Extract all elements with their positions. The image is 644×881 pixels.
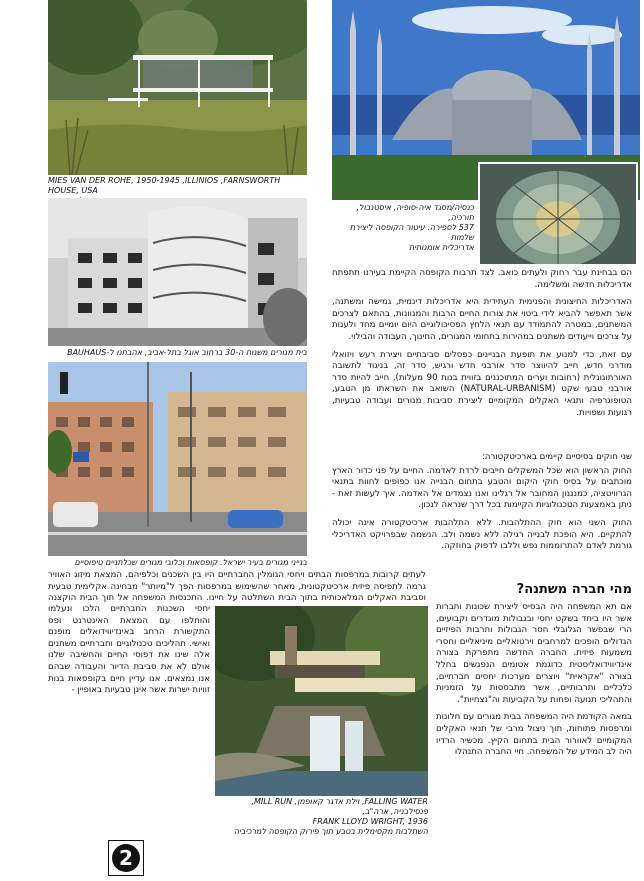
article-left-top: לעתים קרובות במרפסות הבתים ויחסי הגומלין החברתיים היו בין השכנים וכלפיהם. המצאת מיזוג האוויר גרמה לתפיסה פיזית ארכיטקטונית, מאחר שהשימוש במרפסות הפך ל"מיותר" מבחינה אקלימית טבעית וסביבת האקלים המלאכותית בתוך הבית השתלטה על חיינו. התכנסות המשפחה אל תוך הבית הוקצנה <box>48 570 426 604</box>
page-number-disc <box>112 844 140 872</box>
photo-falling-water <box>215 606 428 796</box>
photo-dome-interior <box>478 162 638 266</box>
caption-mosque-line3: אדריכלית אומנותית <box>408 243 474 252</box>
paragraph: החוק הראשון הוא שכל המשקלים חייבים לרדת לאדמה. החיים על פני כדור הארץ מוכתבים על בסיס חוקי היקום והטבע בתחום הבנייה אנו כפופים לחוות בתנאי הגרוויטציה, כמנגנון המחובר אל רגלינו ואנו נצמדים אל האדמה. איך לעשות זאת - ניתן באמצעות הטכנולוגיות הקיימות בכל דרך שנראה לנכון. <box>332 465 632 511</box>
photo-farnsworth-house <box>48 0 307 175</box>
photo-street-buildings <box>48 362 307 556</box>
page-number: 2 <box>119 846 133 870</box>
falling-water-image <box>215 606 428 796</box>
paragraph: שני חוקים בסיסיים קיימים בארכיטקטורה: <box>481 452 632 462</box>
paragraph: במאה הקודמת היה המשפחה בבית מגורים עם חלונות ומרפסות פתוחות, תוך ניצול מרבי של תנאי האקלים המקומיים לאוורור הבית בתחום הקיץ. מכשיר הרדיו היה לב המידע של המשפחה. חיי החברה התנהלו <box>436 712 632 758</box>
paragraph: האדריכלות החיצונית והפנימית העתידית היא אדריכלות דינמית, גמישה ומשתנה, אשר תאפשר להביא לידי ביטוי את צורות החיים הרבות והמגוונות, בהתאם לצרכים המשתנים, במטרה להתמודד עם תנאי הלחץ הפסיכולוגיים היום יומיים מחד ולענות על צרכים וייעודים משתנים במהירות בתחומי המגורים, החינוך, העבודה והבילוי. <box>332 297 632 342</box>
paragraph: הם בבחינת עבר רחוק ולעתים כואב. לצד תרבות הקופסה הקיימת בעירנו תתפתח אדריכלות חדשה ומשלימה. <box>332 268 632 290</box>
article-left-column <box>48 604 210 814</box>
caption-farnsworth-line1: MIES VAN DER ROHE, 1950-1945 ,ILLINIOS ,FARNSWORTH HOUSE, USA <box>48 176 281 195</box>
caption-falling-water <box>215 797 428 837</box>
section-heading: מהי חברה משתנה? <box>516 582 632 597</box>
bauhaus-building-image <box>48 198 307 346</box>
farnsworth-house-image <box>48 0 307 175</box>
paragraph: החוק השני הוא חוק ההתלהבות. ללא התלהבות ארכיטקטורה אינה יכולה להתקיים. היא הופכת לבנייה רגילה ללא נשמה ולב. הנשמה שבפרויקט האדריכלי גורמת לאדם להתרוממות נפש וללבו לדפוק בחוזקה. <box>332 517 632 552</box>
article-right-mid <box>332 452 632 559</box>
article-right-bottom <box>436 602 632 765</box>
caption-bauhaus: בית מגורים משנות ה-30 ברחוב אוגל בתל-אביב, אהבתנו ל-BAUHAUS <box>67 348 307 357</box>
caption-mosque <box>332 203 474 253</box>
photo-bauhaus-building <box>48 198 307 346</box>
caption-mosque-line1: כנסיה/מסגד איה-סופיה, איסטנבול, תורכיה, <box>356 203 474 222</box>
caption-fw-line2: FRANK LLOYD WRIGHT, 1936 <box>312 817 428 826</box>
caption-mosque-line2: 537 לספירה. עיטור הקופסה ליצירת שלמות <box>349 223 474 242</box>
paragraph: אם תא המשפחה היה הבסיס ליצירת שכונות וחברות אשר היו ביחד בשקט יחסי ובגבולות מוגדרים וקבועים, הרי שבפשר הגלובלי חסר הגבולות ותרבות הפיזיים הגדולים הופכים למרחבים וירטואליים מיניאליים וחסרי משמעות פיזית. החברה החדשה מתפרקת בצורה אינדיווידואליסטית כדוגמת אטומים הנפגשים בחלל בצורה "אקראית" ויוצרים מערכות יחסים חברתיים, כלכליים ותרבותיים, אשר מתבססות על הזמניות והתהליכי תנועה ופחות על הקביעות וה"נצחיות". <box>436 602 632 705</box>
paragraph: יחסי השכנות החברתיים הלכו ונעלמו והוחלפו עם המצאת האינטרנט ופס התקשורת הרחב באינדיווידואלים מופנם ואישי. תהליכים טכנולוגיים וחברתיים משתנים אלה שינו את דפוסי החיים והחשיבה שלנו אולם לא את סביבת הדיור והעבודה שבהם אנו נמצאים. אנו עדיין חיים בקופסאות בנות זוויות ישרות אשר אינן טבעיות באופיין - <box>48 604 210 696</box>
article-right-top <box>332 268 632 425</box>
paragraph: עם זאת, כדי למנוע את תופעת הבניינים כפסלים סביבתיים ויצירת רעש ויזואלי מודרני חדש, חייב להיווצר סדר אורבני חדש ורגיש, סדר זה, בניגוד לתשובה האורתוגונלית (רחובות וערים המתוכננים בזווית בנות 90 מעלות), חייב להיות סדר אורבני טבעי שקט (NATURAL-URBANISM) השואב את השראתו מן הטבע, הטופוגרפיה ותנאי האקלים המקומיים ליצירת סביבות מגורים ועבודה טבעיות, רגועות ושפויות. <box>332 349 633 418</box>
caption-fw-line3: השתלבות מקסימלית בטבע תוך פירוק הקופסה למרכיביה <box>233 827 428 836</box>
dome-interior-image <box>480 164 636 264</box>
page-number-box <box>108 840 144 876</box>
caption-street: בנייני מגורים בעיר ישראל. קופסאות וכלובי מגורים שכלתניים טיפוסיים <box>74 558 307 567</box>
street-buildings-image <box>48 362 307 556</box>
caption-fw-line1: FALLING WATER, וילת אדגר קאופמן, MILL RUN, פנסילבניה, ארה"ב, <box>251 797 428 816</box>
